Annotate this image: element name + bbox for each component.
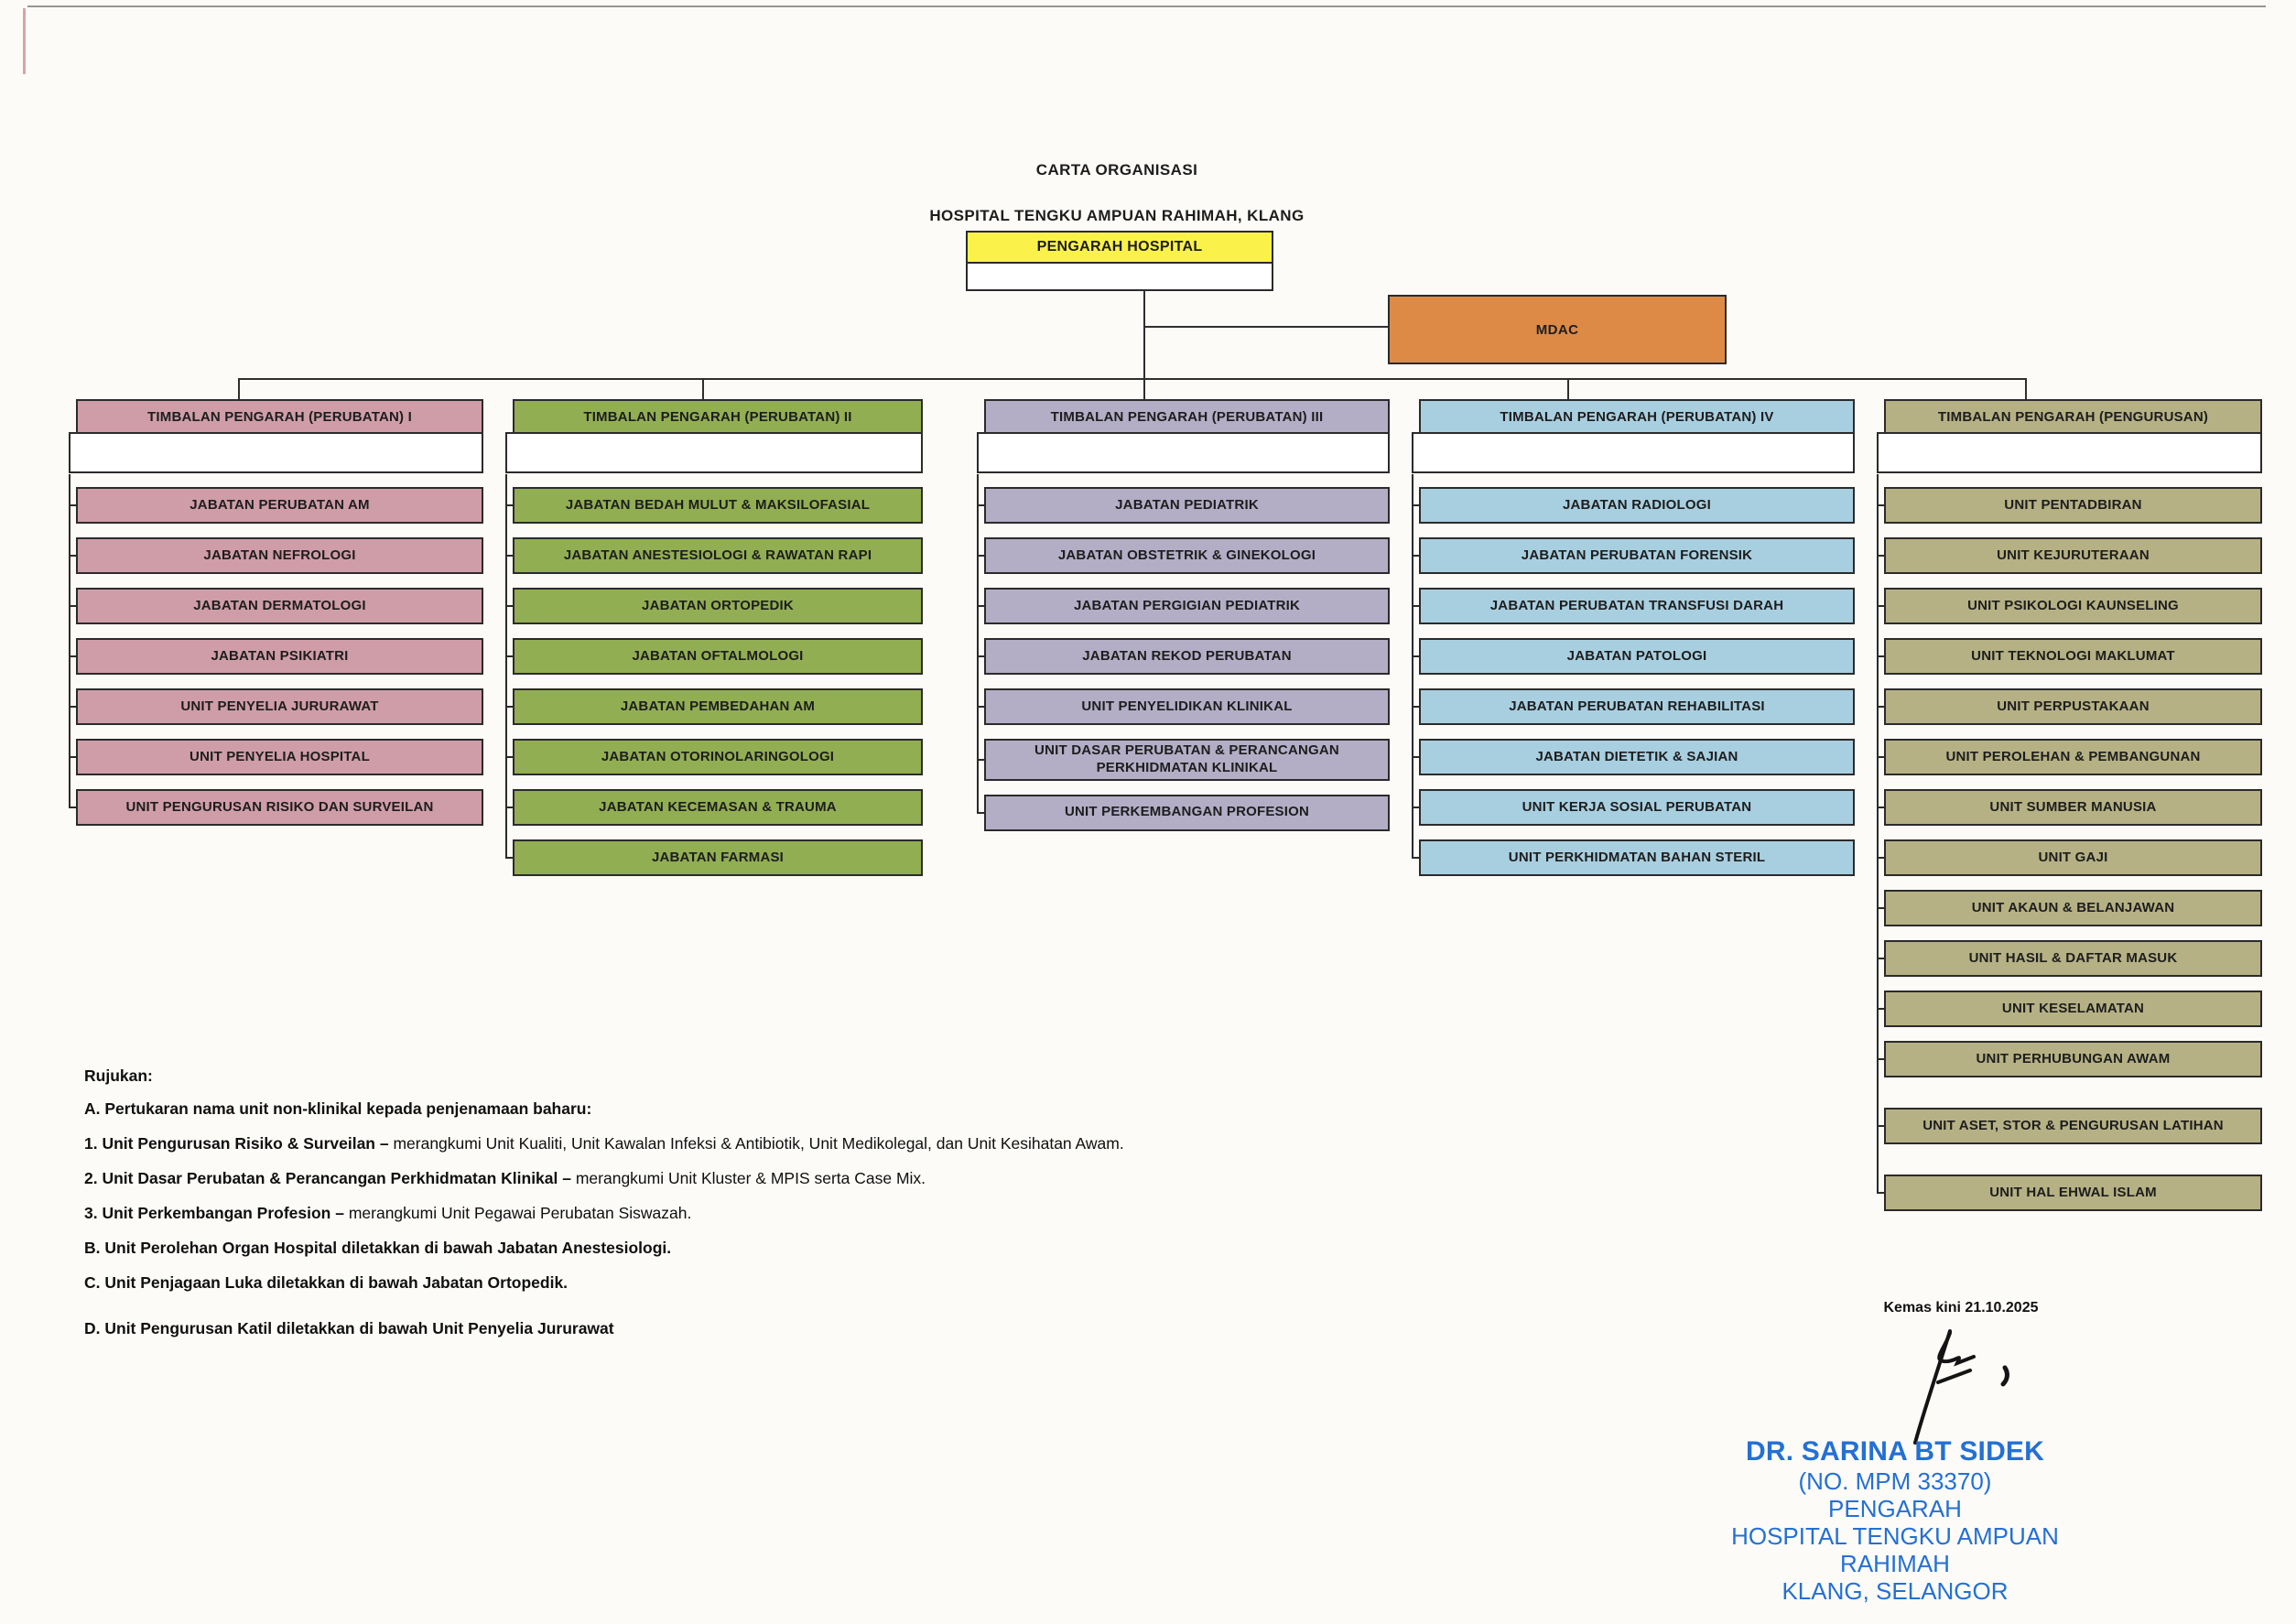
root-box [966,231,1273,291]
connector-column-vline [977,474,979,813]
scan-artifact-left-mark [23,8,26,74]
page-subtitle: HOSPITAL TENGKU AMPUAN RAHIMAH, KLANG [929,207,1305,224]
column-empty-box [1412,432,1855,473]
org-item-jabatan-perubatan-rehabilitasi: JABATAN PERUBATAN REHABILITASI [1419,688,1855,725]
org-item-unit-perpustakaan: UNIT PERPUSTAKAAN [1884,688,2262,725]
org-item-unit-kerja-sosial-perubatan: UNIT KERJA SOSIAL PERUBATAN [1419,789,1855,826]
column-header: TIMBALAN PENGARAH (PERUBATAN) I [76,399,483,434]
org-item-unit-penyelidikan-klinikal: UNIT PENYELIDIKAN KLINIKAL [984,688,1390,725]
org-item-unit-pentadbiran: UNIT PENTADBIRAN [1884,487,2262,524]
scan-artifact-top-line [27,5,2266,7]
org-item-jabatan-anestesiologi-rawatan-rapi: JABATAN ANESTESIOLOGI & RAWATAN RAPI [513,537,923,574]
column-header: TIMBALAN PENGARAH (PERUBATAN) III [984,399,1390,434]
column-children [1877,487,2262,1211]
org-item-jabatan-perubatan-forensik: JABATAN PERUBATAN FORENSIK [1419,537,1855,574]
signature-line: KLANG, SELANGOR [1782,1577,2009,1605]
note-line [84,1134,1476,1153]
note-line-bold: A. Pertukaran nama unit non-klinikal kepada penjenamaan baharu: [84,1099,592,1118]
org-item-unit-perhubungan-awam: UNIT PERHUBUNGAN AWAM [1884,1041,2262,1077]
org-item-unit-perkembangan-profesion: UNIT PERKEMBANGAN PROFESION [984,795,1390,831]
column-empty-box [69,432,483,473]
note-line [84,1239,1476,1258]
column-header: TIMBALAN PENGARAH (PERUBATAN) II [513,399,923,434]
org-item-unit-dasar-perubatan-perancangan-perkhidmatan-klinikal: UNIT DASAR PERUBATAN & PERANCANGAN PERKHIDMATAN KLINIKAL [984,739,1390,781]
org-item-unit-gaji: UNIT GAJI [1884,839,2262,876]
note-line [84,1273,1476,1293]
note-line-bold: 2. Unit Dasar Perubatan & Perancangan Perkhidmatan Klinikal – [84,1169,571,1187]
column-header: TIMBALAN PENGARAH (PENGURUSAN) [1884,399,2262,434]
signature-line: HOSPITAL TENGKU AMPUAN RAHIMAH [1731,1522,2059,1577]
org-item-unit-hasil-daftar-masuk: UNIT HASIL & DAFTAR MASUK [1884,940,2262,977]
connector-root-vertical [1143,289,1145,379]
column-empty-box [1877,432,2262,473]
connector-mdac-horizontal [1143,326,1388,328]
page-title: CARTA ORGANISASI [1035,161,1198,179]
org-item-unit-teknologi-maklumat: UNIT TEKNOLOGI MAKLUMAT [1884,638,2262,675]
signature-line: (NO. MPM 33370) [1798,1467,1992,1495]
note-line-bold: C. Unit Penjagaan Luka diletakkan di bawah Jabatan Ortopedik. [84,1273,569,1292]
org-item-unit-kejuruteraan: UNIT KEJURUTERAAN [1884,537,2262,574]
org-item-jabatan-dietetik-sajian: JABATAN DIETETIK & SAJIAN [1419,739,1855,775]
note-line-regular: merangkumi Unit Kluster & MPIS serta Case Mix. [570,1169,926,1187]
note-line [84,1319,1476,1338]
column-empty-box [505,432,923,473]
connector-column-vline [1412,474,1413,858]
org-item-unit-aset-stor-pengurusan-latihan: UNIT ASET, STOR & PENGURUSAN LATIHAN [1884,1108,2262,1144]
org-item-jabatan-rekod-perubatan: JABATAN REKOD PERUBATAN [984,638,1390,675]
org-item-jabatan-oftalmologi: JABATAN OFTALMOLOGI [513,638,923,675]
org-item-unit-penyelia-hospital: UNIT PENYELIA HOSPITAL [76,739,483,775]
signature-scribble [1868,1324,2023,1447]
root-box-label: PENGARAH HOSPITAL [968,233,1272,264]
org-column-4 [1412,399,1855,876]
org-column-3 [977,399,1390,831]
column-empty-box [977,432,1390,473]
org-column-5 [1877,399,2262,1211]
org-item-unit-perkhidmatan-bahan-steril: UNIT PERKHIDMATAN BAHAN STERIL [1419,839,1855,876]
org-column-2 [505,399,923,876]
column-children [69,487,483,826]
connector-stub-1 [238,378,240,401]
note-line-regular: merangkumi Unit Pegawai Perubatan Siswazah. [343,1204,692,1222]
connector-column-vline [1877,474,1879,1193]
org-item-unit-akaun-belanjawan: UNIT AKAUN & BELANJAWAN [1884,890,2262,926]
note-line-bold: 1. Unit Pengurusan Risiko & Surveilan – [84,1134,389,1153]
org-item-jabatan-pembedahan-am: JABATAN PEMBEDAHAN AM [513,688,923,725]
note-line [84,1099,1476,1119]
org-item-jabatan-kecemasan-trauma: JABATAN KECEMASAN & TRAUMA [513,789,923,826]
column-children [505,487,923,876]
note-line-bold: D. Unit Pengurusan Katil diletakkan di bawah Unit Penyelia Jururawat [84,1319,614,1337]
signature-lines [1703,1467,2087,1605]
connector-column-vline [505,474,507,858]
notes-heading: Rujukan: [84,1066,153,1085]
note-line-regular: merangkumi Unit Kualiti, Unit Kawalan Infeksi & Antibiotik, Unit Medikolegal, dan Unit Kesihatan Awam. [388,1134,1124,1153]
column-children [1412,487,1855,876]
notes [84,1066,1476,1354]
org-item-jabatan-otorinolaringologi: JABATAN OTORINOLARINGOLOGI [513,739,923,775]
connector-stub-4 [1567,378,1569,401]
connector-main-horizontal [238,378,2027,380]
org-item-jabatan-bedah-mulut-maksilofasial: JABATAN BEDAH MULUT & MAKSILOFASIAL [513,487,923,524]
footer-updated-date: Kemas kini 21.10.2025 [1883,1300,2039,1315]
org-item-jabatan-radiologi: JABATAN RADIOLOGI [1419,487,1855,524]
root-box-empty [968,264,1272,289]
org-item-unit-perolehan-pembangunan: UNIT PEROLEHAN & PEMBANGUNAN [1884,739,2262,775]
org-item-jabatan-perubatan-transfusi-darah: JABATAN PERUBATAN TRANSFUSI DARAH [1419,588,1855,624]
note-line-bold: 3. Unit Perkembangan Profesion – [84,1204,344,1222]
connector-stub-2 [702,378,704,401]
org-item-unit-psikologi-kaunseling: UNIT PSIKOLOGI KAUNSELING [1884,588,2262,624]
org-item-jabatan-ortopedik: JABATAN ORTOPEDIK [513,588,923,624]
org-column-1 [69,399,483,826]
org-item-unit-keselamatan: UNIT KESELAMATAN [1884,991,2262,1027]
org-item-unit-penyelia-jururawat: UNIT PENYELIA JURURAWAT [76,688,483,725]
org-item-unit-sumber-manusia: UNIT SUMBER MANUSIA [1884,789,2262,826]
connector-stub-3 [1143,378,1145,401]
signature-block [1703,1437,2087,1605]
column-header: TIMBALAN PENGARAH (PERUBATAN) IV [1419,399,1855,434]
org-item-jabatan-obstetrik-ginekologi: JABATAN OBSTETRIK & GINEKOLOGI [984,537,1390,574]
connector-stub-5 [2025,378,2027,401]
mdac-box: MDAC [1388,295,1727,364]
org-item-jabatan-psikiatri: JABATAN PSIKIATRI [76,638,483,675]
org-item-unit-pengurusan-risiko-dan-surveilan: UNIT PENGURUSAN RISIKO DAN SURVEILAN [76,789,483,826]
org-item-jabatan-dermatologi: JABATAN DERMATOLOGI [76,588,483,624]
org-item-jabatan-nefrologi: JABATAN NEFROLOGI [76,537,483,574]
signature-line: PENGARAH [1828,1495,1962,1522]
signature-name: DR. SARINA BT SIDEK [1745,1436,2045,1467]
org-item-jabatan-pergigian-pediatrik: JABATAN PERGIGIAN PEDIATRIK [984,588,1390,624]
org-item-jabatan-patologi: JABATAN PATOLOGI [1419,638,1855,675]
note-line [84,1169,1476,1188]
note-line-bold: B. Unit Perolehan Organ Hospital diletakkan di bawah Jabatan Anestesiologi. [84,1239,672,1257]
note-line [84,1204,1476,1223]
org-item-unit-hal-ehwal-islam: UNIT HAL EHWAL ISLAM [1884,1175,2262,1211]
org-item-jabatan-perubatan-am: JABATAN PERUBATAN AM [76,487,483,524]
org-item-jabatan-farmasi: JABATAN FARMASI [513,839,923,876]
notes-lines [84,1099,1476,1338]
org-item-jabatan-pediatrik: JABATAN PEDIATRIK [984,487,1390,524]
column-children [977,487,1390,831]
